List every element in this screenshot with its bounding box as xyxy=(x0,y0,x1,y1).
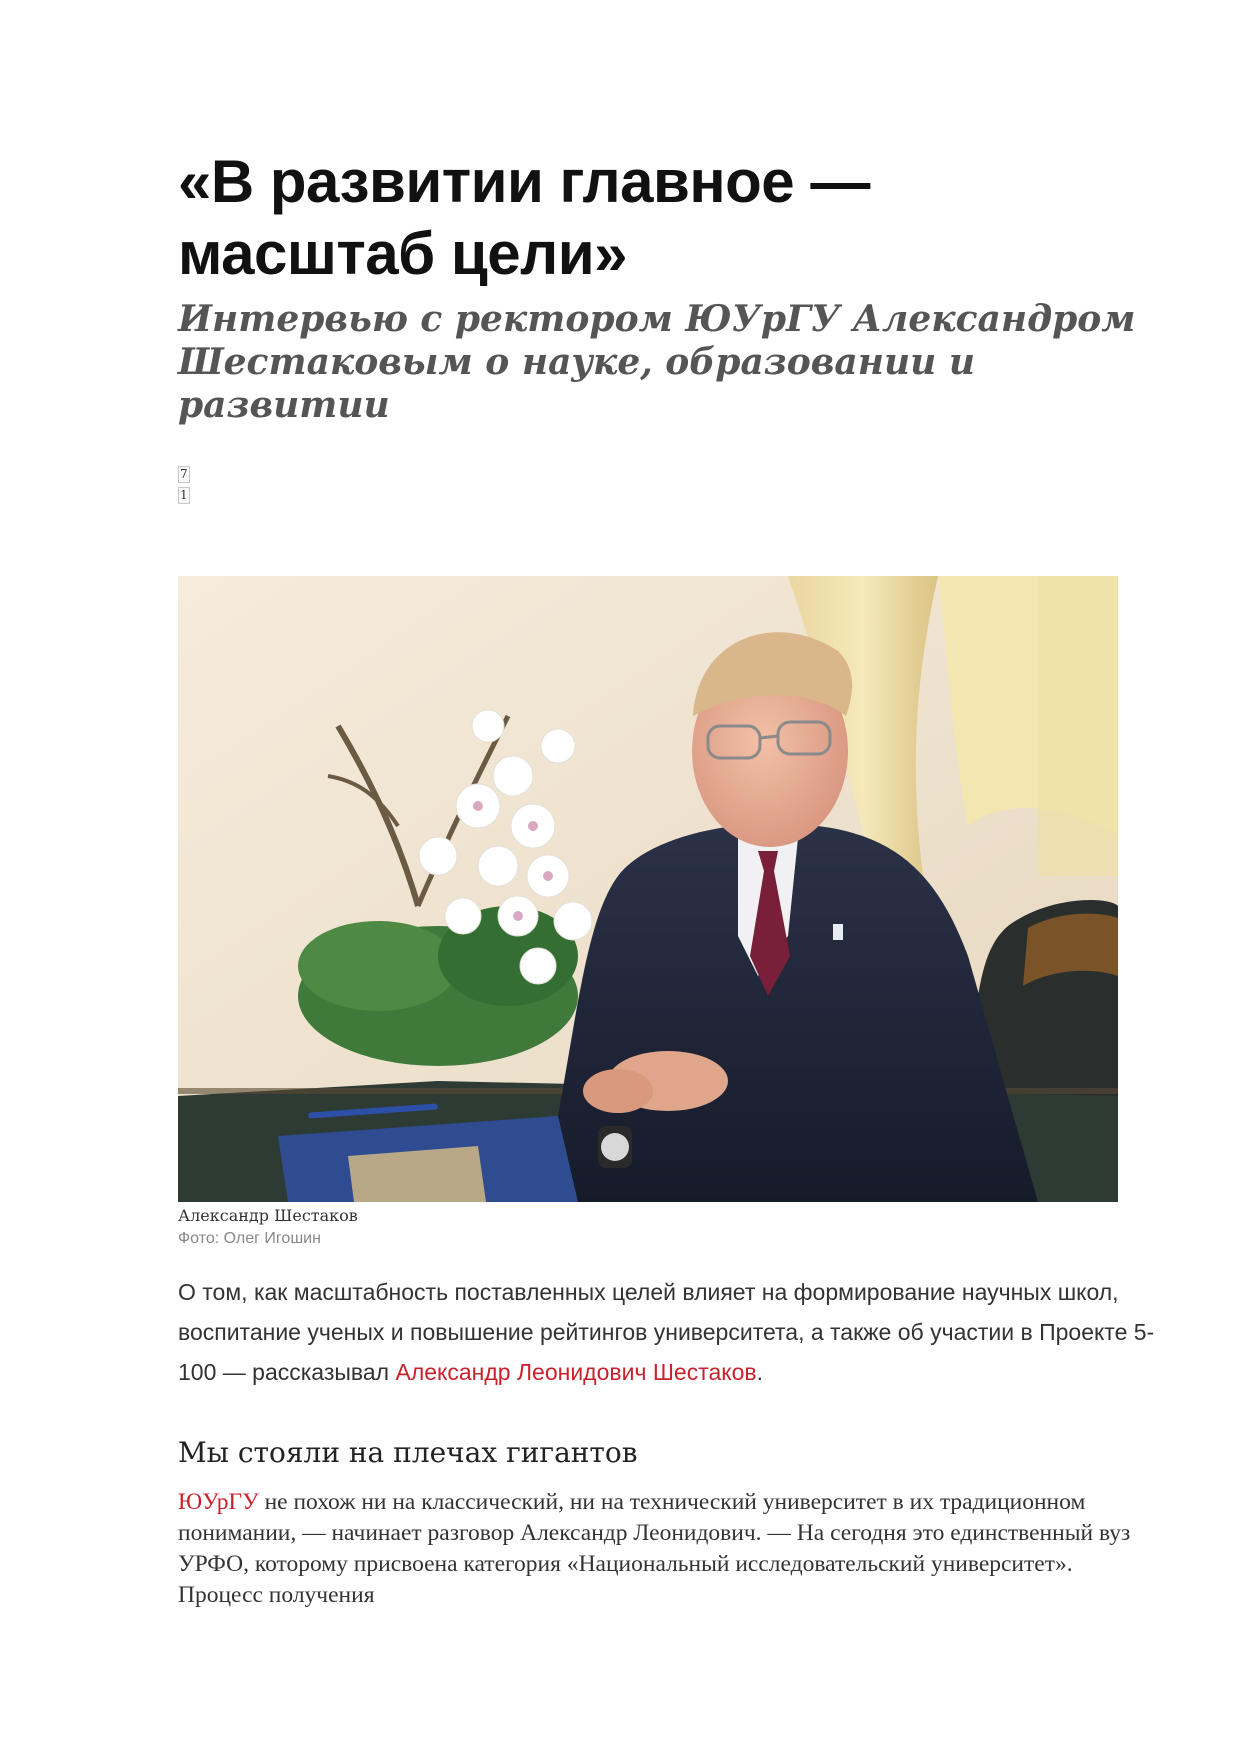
article-lead xyxy=(178,1272,1158,1392)
counter-views[interactable]: 7 xyxy=(180,467,188,481)
university-link[interactable]: ЮУрГУ xyxy=(178,1489,259,1515)
section-title: Мы стояли на плечах гигантов xyxy=(178,1436,638,1469)
counter-comments[interactable]: 1 xyxy=(180,488,188,502)
paragraph-text: не похож ни на классический, ни на технический университет в их традиционном понимании, — начинает разговор Александр Леонидович. — На сегодня это единственный вуз УРФО, которому присвоена категория «Национальный исследовательский университет». Процесс получения xyxy=(178,1489,1131,1608)
article-paragraph xyxy=(178,1487,1138,1611)
article-title: «В развитии главное — масштаб цели» xyxy=(178,148,870,287)
lead-end: . xyxy=(756,1359,763,1385)
photo-caption: Александр Шестаков xyxy=(178,1206,358,1225)
article-subtitle: Интервью с ректором ЮУрГУ Александром Шестаковым о науке, образовании и развитии xyxy=(178,298,1136,426)
person-link[interactable]: Александр Леонидович Шестаков xyxy=(395,1359,757,1385)
lead-text: О том, как масштабность поставленных целей влияет на формирование научных школ, воспитание ученых и повышение рейтингов университета, а также об участии в Проекте 5-100 — рассказывал xyxy=(178,1279,1155,1385)
photo-credit: Фото: Олег Игошин xyxy=(178,1230,321,1247)
article-photo xyxy=(178,576,1118,1202)
